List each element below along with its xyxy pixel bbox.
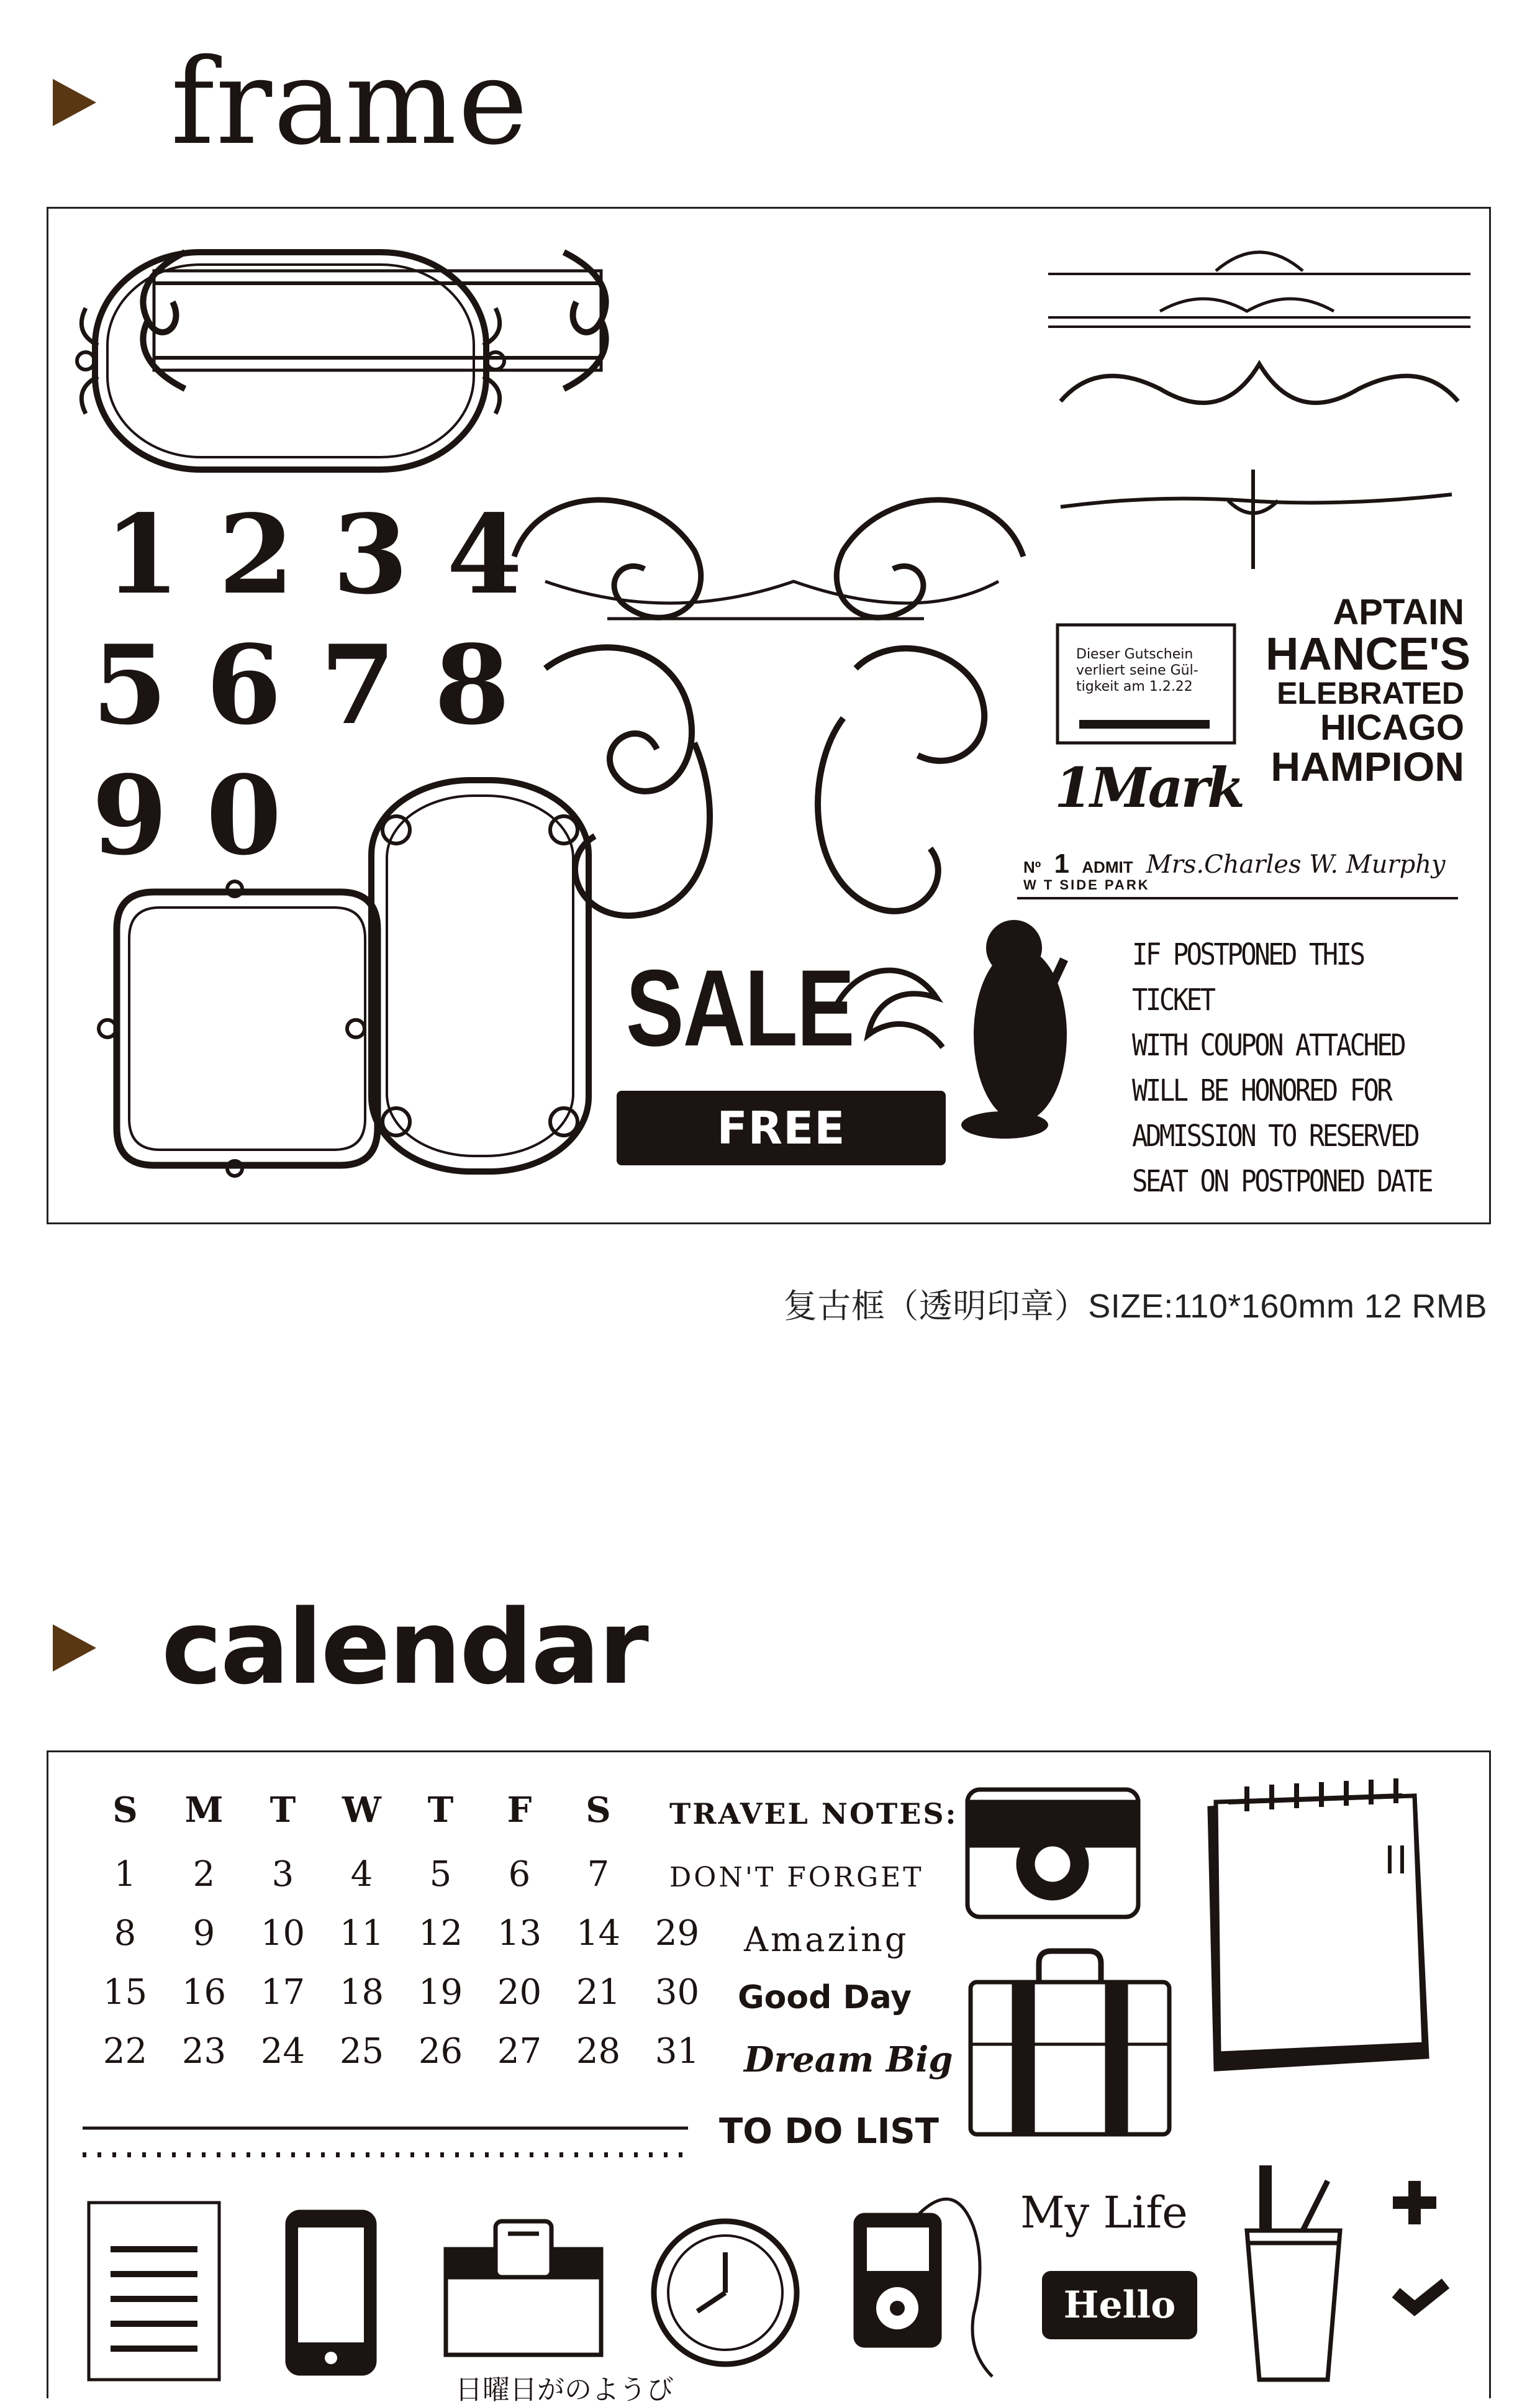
weekday: S	[586, 1790, 611, 1831]
calendar-heading	[53, 1588, 647, 1707]
todo-list-label: TO DO LIST	[719, 2111, 939, 2152]
digits-row-2	[92, 622, 510, 749]
clock-icon	[654, 2221, 797, 2364]
champion-line: ELEBRATED	[1277, 675, 1464, 711]
ticket-number: 1	[1054, 849, 1069, 879]
date-cell: 12	[418, 1913, 463, 1954]
digit: 3	[332, 491, 409, 619]
ticket-name: Mrs.Charles W. Murphy	[1146, 850, 1446, 879]
date-row	[86, 1972, 717, 2013]
weekday: T	[270, 1790, 296, 1831]
date-cell: 16	[181, 1972, 227, 2013]
date-cell: 25	[339, 2031, 384, 2072]
date-cell: 27	[497, 2031, 542, 2072]
briefcase-icon	[971, 1951, 1169, 2134]
champion-line: HICAGO	[1320, 707, 1464, 748]
weekday: S	[112, 1790, 138, 1831]
digit: 0	[206, 752, 282, 880]
date-cell: 13	[497, 1913, 542, 1954]
gutschein-line: verliert seine Gül-	[1076, 663, 1198, 678]
champion-line: APTAIN	[1333, 592, 1464, 632]
date-cell: 9	[192, 1913, 215, 1954]
gutschein-line: tigkeit am 1.2.22	[1076, 679, 1193, 694]
date-row	[86, 2031, 717, 2072]
mark-stamp: 1Mark	[1054, 755, 1243, 820]
date-cell: 8	[114, 1913, 137, 1954]
postponed-line: WITH COUPON ATTACHED	[1132, 1028, 1405, 1063]
travel-notes: TRAVEL NOTES:	[669, 1797, 958, 1831]
champion-line: HAMPION	[1270, 743, 1464, 789]
date-cell: 17	[260, 1972, 306, 2013]
free-entry-stamp: FREE ENTRY!	[687, 1102, 875, 1229]
section-title-calendar: calendar	[161, 1588, 647, 1707]
weekday: F	[507, 1790, 532, 1831]
date-cell: 14	[576, 1913, 621, 1954]
digit: 9	[92, 752, 168, 880]
date-cell: 19	[418, 1972, 463, 2013]
weekday: W	[342, 1790, 381, 1831]
weekday: M	[184, 1790, 224, 1831]
digit: 2	[218, 491, 294, 619]
camera-icon	[967, 1790, 1138, 1917]
digit: 4	[446, 491, 523, 619]
japanese-text: 日曜日がのようび	[455, 2375, 674, 2405]
date-cell: 23	[181, 2031, 227, 2072]
digit: 5	[92, 622, 168, 749]
date-cell: 22	[102, 2031, 148, 2072]
section-title-frame: frame	[171, 34, 530, 171]
smartphone-icon	[288, 2212, 374, 2373]
plus-icon	[1393, 2181, 1436, 2224]
weekday-row	[86, 1790, 717, 1831]
frame-caption: 复古框（透明印章）SIZE:110*160mm 12 RMB	[783, 1288, 1487, 1325]
digit: 8	[434, 622, 510, 749]
dont-forget: DON'T FORGET	[669, 1862, 924, 1893]
date-cell: 31	[654, 2031, 700, 2072]
notepad-icon	[1210, 1778, 1427, 2069]
postponed-line: SEAT ON POSTPONED DATE	[1132, 1164, 1432, 1199]
check-icon	[1396, 2283, 1446, 2308]
gutschein-line: Dieser Gutschein	[1076, 647, 1194, 662]
date-cell: 18	[339, 1972, 384, 2013]
date-cell: 20	[497, 1972, 542, 2013]
dream-big-label: Dream Big	[744, 2039, 953, 2080]
calendar-grid	[86, 1790, 717, 2072]
date-cell: 30	[654, 1972, 700, 2013]
date-cell: 28	[576, 2031, 621, 2072]
frame-stamp-sheet	[47, 207, 1491, 1229]
document-icon	[89, 2203, 219, 2380]
postponed-line: ADMISSION TO RESERVED	[1132, 1119, 1418, 1153]
digits-row-1	[104, 491, 523, 619]
date-cell: 24	[260, 2031, 306, 2072]
date-row	[86, 1913, 717, 1954]
music-player-icon	[856, 2199, 992, 2377]
clip-folder-icon	[446, 2221, 601, 2355]
ticket-park: W T SIDE PARK	[1023, 877, 1150, 893]
weekday: T	[427, 1790, 454, 1831]
frame-heading	[53, 34, 530, 171]
date-cell: 1	[114, 1854, 137, 1895]
ticket-no: Nº	[1023, 858, 1041, 876]
good-day-label: Good Day	[738, 1979, 912, 2016]
date-cell: 6	[508, 1854, 531, 1895]
date-cell: 15	[102, 1972, 148, 2013]
digit: 7	[320, 622, 396, 749]
gutschein-text	[1076, 647, 1198, 695]
amazing-label: Amazing	[744, 1920, 909, 1959]
ticket-admit: ADMIT	[1082, 858, 1133, 876]
pen-cup-icon	[1247, 2165, 1340, 2380]
date-cell: 4	[350, 1854, 373, 1895]
champion-line: HANCE'S	[1266, 628, 1471, 680]
postponed-line: WILL BE HONORED FOR	[1132, 1073, 1391, 1108]
digits-row-3	[92, 752, 282, 880]
date-cell: 10	[260, 1913, 306, 1954]
postponed-text	[1132, 932, 1446, 1204]
date-cell: 11	[339, 1913, 384, 1954]
calendar-stamp-sheet	[47, 1750, 1491, 2405]
date-cell: 26	[418, 2031, 463, 2072]
date-cell: 3	[271, 1854, 294, 1895]
digit: 6	[206, 622, 282, 749]
admit-ticket	[1023, 849, 1458, 893]
digit: 1	[104, 491, 180, 619]
champion-stamp	[1266, 592, 1471, 789]
date-row	[86, 1854, 717, 1895]
date-cell: 29	[654, 1913, 700, 1954]
date-cell: 2	[192, 1854, 215, 1895]
date-cell: 21	[576, 1972, 621, 2013]
date-cell: 5	[429, 1854, 452, 1895]
my-life-label: My Life	[1020, 2187, 1188, 2238]
triangle-bullet-icon	[53, 79, 96, 126]
hello-label: Hello	[1042, 2271, 1197, 2339]
date-cell: 7	[587, 1854, 610, 1895]
postponed-line: IF POSTPONED THIS TICKET	[1132, 937, 1364, 1017]
triangle-bullet-icon	[53, 1624, 96, 1672]
sale-stamp: SALE	[626, 948, 854, 1069]
